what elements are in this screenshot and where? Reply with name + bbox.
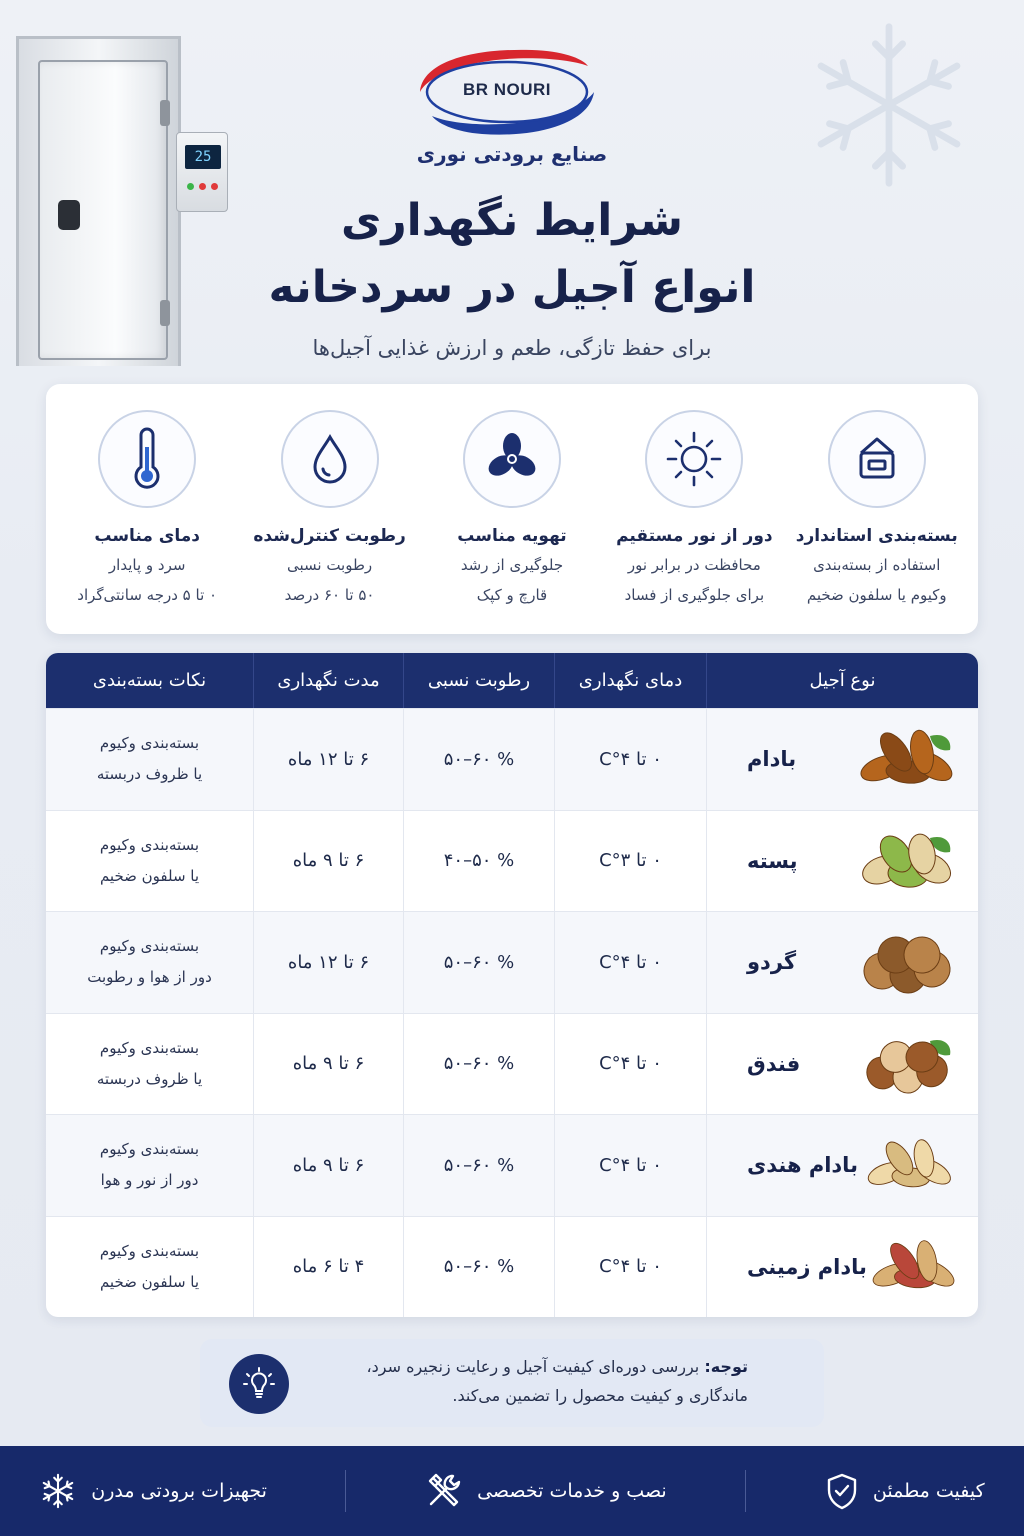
cell-nut-type xyxy=(706,1115,978,1216)
feature-packaging xyxy=(787,410,967,634)
nut-name: پسته xyxy=(747,848,798,873)
feature-desc: محافظت در برابر نور xyxy=(627,556,761,574)
feature-title: دور از نور مستقیم xyxy=(616,526,773,546)
tip-line: بسته‌بندی وکیوم xyxy=(99,1038,200,1057)
note-line2: ماندگاری و کیفیت محصول را تضمین می‌کند. xyxy=(452,1386,748,1405)
feature-desc: جلوگیری از رشد xyxy=(460,556,564,574)
walnut-image xyxy=(852,927,956,997)
cell-temperature: ۰ تا ۴°C xyxy=(554,1014,706,1115)
shield-check-icon xyxy=(825,1472,859,1510)
feature-desc: ۵۰ تا ۶۰ درصد xyxy=(284,586,375,604)
footer-label: کیفیت مطمئن xyxy=(872,1480,985,1502)
page-subtitle: برای حفظ تازگی، طعم و ارزش غذایی آجیل‌ها xyxy=(312,336,712,360)
table-row xyxy=(46,1114,978,1216)
footer-label: تجهیزات برودتی مدرن xyxy=(91,1480,267,1502)
tip-line: دور از نور و هوا xyxy=(100,1171,199,1190)
tip-line: بسته‌بندی وکیوم xyxy=(99,1140,200,1159)
table-row xyxy=(46,810,978,912)
nut-name: گردو xyxy=(747,950,797,975)
column-header-humidity: رطوبت نسبی xyxy=(403,653,554,708)
cell-duration: ۴ تا ۶ ماه xyxy=(253,1217,403,1318)
almond-image xyxy=(852,724,956,794)
table-row xyxy=(46,911,978,1013)
nut-name: بادام xyxy=(747,747,797,772)
footer-item-quality xyxy=(825,1472,985,1510)
feature-title: دمای مناسب xyxy=(94,526,201,546)
cell-temperature: ۰ تا ۴°C xyxy=(554,709,706,810)
logo-text: BR NOURI xyxy=(462,80,552,99)
cell-packaging-tips xyxy=(46,811,253,912)
nut-name: بادام هندی xyxy=(747,1153,858,1178)
cell-duration: ۶ تا ۱۲ ماه xyxy=(253,912,403,1013)
sun-icon xyxy=(645,410,743,508)
cell-nut-type xyxy=(706,1014,978,1115)
footer-bar xyxy=(0,1446,1024,1536)
cell-humidity: % ۶۰–۵۰ xyxy=(403,709,554,810)
tip-line: یا سلفون ضخیم xyxy=(99,866,200,885)
lightbulb-icon xyxy=(229,1354,289,1414)
tip-line: بسته‌بندی وکیوم xyxy=(99,937,200,956)
pistachio-image xyxy=(852,826,956,896)
cell-temperature: ۰ تا ۴°C xyxy=(554,912,706,1013)
page-title-line1: شرایط نگهداری xyxy=(341,195,683,246)
controller-led-red xyxy=(211,183,218,190)
tip-line: بسته‌بندی وکیوم xyxy=(99,1241,200,1260)
controller-led-red xyxy=(199,183,206,190)
page-title-line2: انواع آجیل در سردخانه xyxy=(268,262,756,313)
note-text xyxy=(308,1352,748,1410)
note-box xyxy=(200,1339,824,1427)
cashew-image xyxy=(858,1130,956,1200)
package-box-icon xyxy=(828,410,926,508)
hazelnut-image xyxy=(852,1029,956,1099)
tip-line: یا سلفون ضخیم xyxy=(99,1272,200,1291)
cell-packaging-tips xyxy=(46,1115,253,1216)
brand-name: صنایع برودتی نوری xyxy=(416,142,608,166)
cell-packaging-tips xyxy=(46,1014,253,1115)
column-header-duration: مدت نگهداری xyxy=(253,653,403,708)
note-label: توجه: xyxy=(704,1357,748,1376)
feature-desc: قارچ و کپک xyxy=(476,586,548,604)
footer-divider xyxy=(745,1470,746,1512)
cell-temperature: ۰ تا ۳°C xyxy=(554,811,706,912)
thermometer-icon xyxy=(98,410,196,508)
tip-line: یا ظروف دربسته xyxy=(96,765,203,784)
column-header-packaging-tips: نکات بسته‌بندی xyxy=(92,670,207,691)
cell-duration: ۶ تا ۹ ماه xyxy=(253,1014,403,1115)
feature-title: رطوبت کنترل‌شده xyxy=(253,526,406,546)
cell-humidity: % ۶۰–۵۰ xyxy=(403,912,554,1013)
feature-temperature xyxy=(57,410,237,634)
cell-duration: ۶ تا ۹ ماه xyxy=(253,1115,403,1216)
tip-line: یا ظروف دربسته xyxy=(96,1069,203,1088)
cell-nut-type xyxy=(706,811,978,912)
feature-humidity xyxy=(240,410,420,634)
feature-light xyxy=(604,410,784,634)
feature-title: بسته‌بندی استاندارد xyxy=(795,526,958,546)
feature-desc: سرد و پایدار xyxy=(108,556,186,574)
fan-icon xyxy=(463,410,561,508)
cell-packaging-tips xyxy=(46,912,253,1013)
table-header xyxy=(46,653,978,708)
snowflake-icon xyxy=(39,1472,77,1510)
storage-conditions-table xyxy=(46,653,978,1317)
table-row xyxy=(46,1216,978,1318)
tools-icon xyxy=(425,1472,463,1510)
cell-nut-type xyxy=(706,1217,978,1318)
cell-packaging-tips xyxy=(46,1217,253,1318)
feature-desc: ۰ تا ۵ درجه سانتی‌گراد xyxy=(77,586,218,604)
footer-label: نصب و خدمات تخصصی xyxy=(477,1480,667,1502)
column-header-temperature: دمای نگهداری xyxy=(554,653,706,708)
feature-ventilation xyxy=(422,410,602,634)
footer-item-installation xyxy=(425,1472,667,1510)
table-row xyxy=(46,708,978,810)
cell-nut-type xyxy=(706,912,978,1013)
note-line1: بررسی دوره‌ای کیفیت آجیل و رعایت زنجیره سرد، xyxy=(366,1357,700,1376)
cell-humidity: % ۶۰–۵۰ xyxy=(403,1115,554,1216)
cell-packaging-tips xyxy=(46,709,253,810)
controller-led-green xyxy=(187,183,194,190)
storage-features-card xyxy=(46,384,978,634)
cell-humidity: % ۶۰–۵۰ xyxy=(403,1217,554,1318)
peanut-image xyxy=(867,1232,956,1302)
table-row xyxy=(46,1013,978,1115)
feature-desc: برای جلوگیری از فساد xyxy=(624,586,765,604)
tip-line: دور از هوا و رطوبت xyxy=(87,968,212,987)
cell-temperature: ۰ تا ۴°C xyxy=(554,1217,706,1318)
nut-name: فندق xyxy=(747,1051,801,1076)
feature-title: تهویه مناسب xyxy=(457,526,567,546)
feature-desc: رطوبت نسبی xyxy=(286,556,373,574)
water-drop-icon xyxy=(281,410,379,508)
tip-line: بسته‌بندی وکیوم xyxy=(99,835,200,854)
tip-line: بسته‌بندی وکیوم xyxy=(99,734,200,753)
feature-desc: وکیوم یا سلفون ضخیم xyxy=(806,586,947,604)
cell-humidity: % ۶۰–۵۰ xyxy=(403,1014,554,1115)
cell-duration: ۶ تا ۱۲ ماه xyxy=(253,709,403,810)
nut-name: بادام زمینی xyxy=(747,1254,867,1279)
cell-humidity: % ۵۰–۴۰ xyxy=(403,811,554,912)
cell-nut-type xyxy=(706,709,978,810)
controller-display: 25 xyxy=(185,145,221,169)
cell-temperature: ۰ تا ۴°C xyxy=(554,1115,706,1216)
footer-item-equipment xyxy=(39,1472,267,1510)
door-hinge xyxy=(160,100,170,126)
brand-logo xyxy=(412,44,602,139)
column-header-nut-type: نوع آجیل xyxy=(706,653,978,708)
table-body xyxy=(46,708,978,1317)
footer-divider xyxy=(345,1470,346,1512)
feature-desc: استفاده از بسته‌بندی xyxy=(813,556,941,574)
cell-duration: ۶ تا ۹ ماه xyxy=(253,811,403,912)
